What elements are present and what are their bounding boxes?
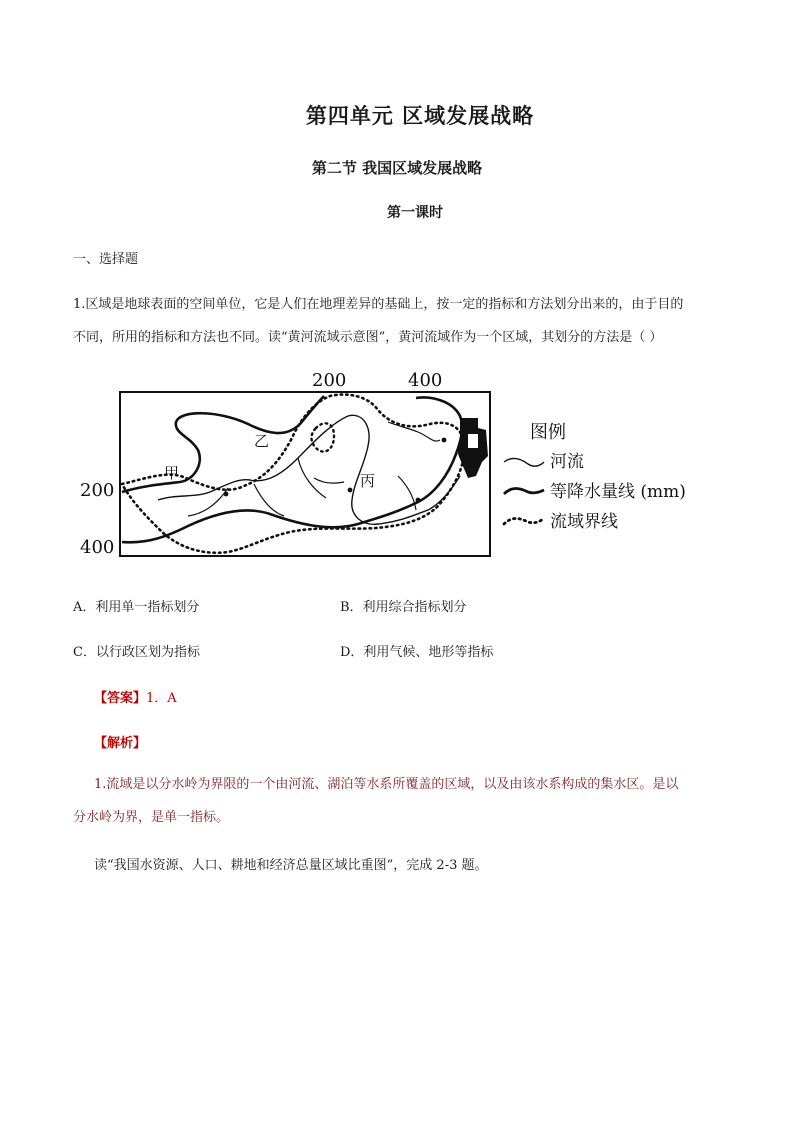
legend-isohyet-symbol xyxy=(504,489,544,495)
map-top-label-200: 200 xyxy=(312,370,347,391)
answer-label: 【答案】 xyxy=(94,691,147,706)
answer-line xyxy=(94,687,177,706)
explain-label: 【解析】 xyxy=(94,736,147,751)
question-1-line-2: 不同，所用的指标和方法也不同。读“黄河流域示意图”，黄河流域作为一个区域，其划分的方法是（ ） xyxy=(73,330,663,345)
tributary-5 xyxy=(388,422,440,441)
yellow-river xyxy=(158,415,460,524)
legend-title: 图例 xyxy=(530,422,566,443)
region-label-yi: 乙 xyxy=(254,432,270,450)
region-label-jia: 甲 xyxy=(164,464,180,482)
legend-boundary-label: 流域界线 xyxy=(550,512,618,532)
tributary-2 xyxy=(314,478,344,483)
option-c: C．以行政区划为指标 xyxy=(73,645,200,660)
option-b: B．利用综合指标划分 xyxy=(340,600,467,615)
option-a: A．利用单一指标划分 xyxy=(73,600,200,615)
section-heading: 一、选择题 xyxy=(73,252,139,267)
explanation xyxy=(73,768,733,834)
tributary-1 xyxy=(298,458,326,498)
yellow-river-basin-map xyxy=(78,366,718,562)
legend-river-label: 河流 xyxy=(550,452,584,472)
legend-isohyet-label: 等降水量线 (mm) xyxy=(550,482,686,502)
next-question-prompt: 读“我国水资源、人口、耕地和经济总量区域比重图”，完成 2-3 题。 xyxy=(94,858,488,873)
map-top-label-400: 400 xyxy=(408,370,443,391)
explanation-line-2: 分水岭为界，是单一指标。 xyxy=(73,810,230,825)
lesson-title: 第一课时 xyxy=(387,205,443,221)
answer-value: 1．A xyxy=(146,691,177,706)
question-1-line-1: 1.区域是地球表面的空间单位，它是人们在地理差异的基础上，按一定的指标和方法划分出来的，由于目的 xyxy=(73,297,684,312)
explanation-line-1: 1.流域是以分水岭为界限的一个由河流、湖泊等水系所覆盖的区域，以及由该水系构成的集水区。是以 xyxy=(94,777,679,792)
map-left-label-400: 400 xyxy=(80,537,115,558)
region-label-bing: 丙 xyxy=(360,472,376,490)
isohyet-200 xyxy=(122,396,324,492)
page-title: 第四单元 区域发展战略 xyxy=(305,103,535,128)
section-subtitle: 第二节 我国区域发展战略 xyxy=(311,159,483,177)
legend-river-symbol xyxy=(504,458,544,466)
question-1 xyxy=(73,288,733,354)
option-d: D．利用气候、地形等指标 xyxy=(340,645,494,660)
map-left-label-200: 200 xyxy=(80,480,115,501)
legend-boundary-symbol xyxy=(504,518,544,524)
